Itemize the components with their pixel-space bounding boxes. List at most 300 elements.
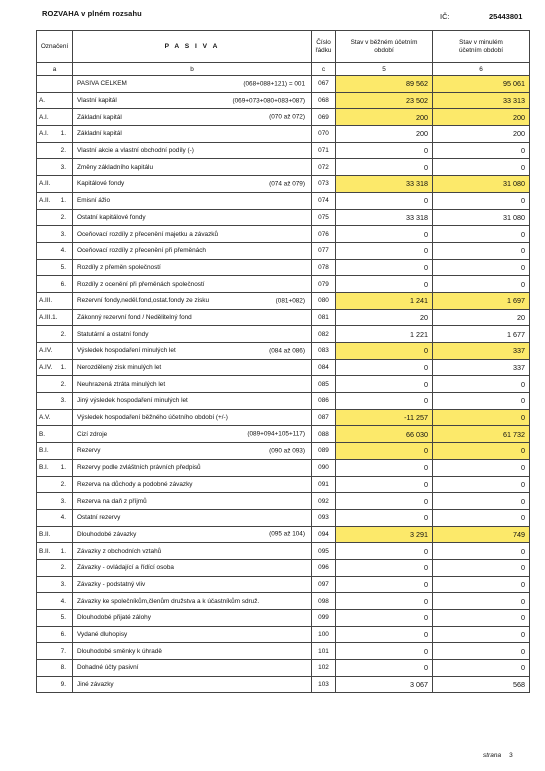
- row-mark-code: B.II.: [39, 530, 51, 538]
- row-number: 084: [312, 359, 336, 376]
- row-mark: [37, 192, 73, 209]
- table-row: [37, 343, 530, 360]
- value-previous-period: 200: [433, 109, 530, 126]
- value-current-period: 0: [336, 192, 433, 209]
- row-number: 103: [312, 676, 336, 693]
- value-current-period: 0: [336, 509, 433, 526]
- row-label-text: Cizí zdroje: [77, 430, 108, 438]
- row-label: [73, 309, 312, 326]
- table-row: [37, 142, 530, 159]
- table-header-row: [37, 31, 530, 63]
- row-range: (084 až 086): [269, 347, 305, 355]
- row-label: [73, 526, 312, 543]
- row-number: 081: [312, 309, 336, 326]
- col-letter: b: [73, 63, 312, 76]
- table-row: [37, 176, 530, 193]
- header-cislo-radku: Číslo řádku: [312, 31, 336, 63]
- value-previous-period: 0: [433, 393, 530, 410]
- value-current-period: 0: [336, 493, 433, 510]
- row-label-text: Výsledek hospodaření běžného účetního období (+/-): [77, 414, 228, 422]
- row-number: 097: [312, 576, 336, 593]
- table-row: [37, 559, 530, 576]
- value-previous-period: 31 080: [433, 209, 530, 226]
- table-row: [37, 259, 530, 276]
- value-previous-period: 0: [433, 443, 530, 460]
- row-label: [73, 292, 312, 309]
- row-label-text: Vlastní kapitál: [77, 97, 117, 105]
- table-row: [37, 92, 530, 109]
- row-number: 071: [312, 142, 336, 159]
- row-mark: [37, 426, 73, 443]
- row-mark-code: B.II.: [39, 547, 51, 555]
- row-label-text: Rozdíly z ocenění při přeměnách společností: [77, 280, 205, 288]
- value-current-period: 0: [336, 610, 433, 627]
- value-current-period: 0: [336, 626, 433, 643]
- row-mark: [37, 526, 73, 543]
- row-label-text: Jiné závazky: [77, 681, 114, 689]
- row-label: [73, 493, 312, 510]
- table-row: [37, 276, 530, 293]
- row-mark-code: B.: [39, 430, 46, 438]
- value-previous-period: 0: [433, 626, 530, 643]
- table-row: [37, 459, 530, 476]
- row-number: 085: [312, 376, 336, 393]
- row-mark-number: 2.: [60, 564, 66, 572]
- row-mark-number: 1.: [60, 364, 66, 372]
- header-minule-obdobi: Stav v minulém účetním období: [433, 31, 530, 63]
- row-range: (089+094+105+117): [247, 430, 305, 438]
- row-label-text: Dohadné účty pasivní: [77, 664, 139, 672]
- row-label: [73, 643, 312, 660]
- page-number: 3: [509, 752, 513, 759]
- row-mark-number: 6.: [60, 280, 66, 288]
- row-label: [73, 209, 312, 226]
- row-label: [73, 192, 312, 209]
- value-previous-period: 0: [433, 159, 530, 176]
- row-number: 089: [312, 443, 336, 460]
- row-number: 091: [312, 476, 336, 493]
- row-label-text: Dlouhodobé směnky k úhradě: [77, 647, 162, 655]
- row-mark-number: 5.: [60, 614, 66, 622]
- row-number: 095: [312, 543, 336, 560]
- row-label: [73, 242, 312, 259]
- value-previous-period: 0: [433, 593, 530, 610]
- row-label: [73, 276, 312, 293]
- row-number: 069: [312, 109, 336, 126]
- table-row: [37, 309, 530, 326]
- value-current-period: 1 241: [336, 292, 433, 309]
- row-mark: [37, 493, 73, 510]
- row-mark-number: 8.: [60, 664, 66, 672]
- row-mark-code: A.IV.: [39, 347, 53, 355]
- table-row: [37, 676, 530, 693]
- row-range: (074 až 079): [269, 180, 305, 188]
- row-mark-number: 9.: [60, 681, 66, 689]
- col-letter: 6: [433, 63, 530, 76]
- value-current-period: 0: [336, 142, 433, 159]
- row-label: [73, 559, 312, 576]
- row-label: [73, 326, 312, 343]
- value-previous-period: 0: [433, 376, 530, 393]
- table-row: [37, 509, 530, 526]
- page-footer: [483, 752, 513, 759]
- document-title: ROZVAHA v plném rozsahu: [42, 9, 142, 18]
- row-mark-code: B.I.: [39, 447, 49, 455]
- row-number: 074: [312, 192, 336, 209]
- row-mark: [37, 593, 73, 610]
- value-previous-period: 0: [433, 226, 530, 243]
- table-row: [37, 393, 530, 410]
- value-previous-period: 61 732: [433, 426, 530, 443]
- value-current-period: 0: [336, 559, 433, 576]
- value-previous-period: 1 677: [433, 326, 530, 343]
- value-previous-period: 749: [433, 526, 530, 543]
- value-current-period: 89 562: [336, 76, 433, 93]
- row-label: [73, 259, 312, 276]
- row-label-text: Statutární a ostatní fondy: [77, 330, 149, 338]
- row-mark: [37, 559, 73, 576]
- table-row: [37, 443, 530, 460]
- row-number: 088: [312, 426, 336, 443]
- row-mark-code: A.III.1.: [39, 313, 58, 321]
- row-label: [73, 126, 312, 143]
- value-previous-period: 33 313: [433, 92, 530, 109]
- row-mark-number: 3.: [60, 580, 66, 588]
- table-row: [37, 476, 530, 493]
- row-mark: [37, 76, 73, 93]
- table-row: [37, 576, 530, 593]
- value-current-period: 1 221: [336, 326, 433, 343]
- balance-sheet-table: [36, 30, 530, 693]
- row-label: [73, 359, 312, 376]
- row-label-text: Dlouhodobé závazky: [77, 530, 137, 538]
- row-label: [73, 409, 312, 426]
- value-current-period: 0: [336, 343, 433, 360]
- row-mark: [37, 643, 73, 660]
- row-mark: [37, 626, 73, 643]
- value-current-period: 0: [336, 643, 433, 660]
- value-previous-period: 0: [433, 259, 530, 276]
- row-mark-number: 1.: [60, 197, 66, 205]
- row-range: (070 až 072): [269, 113, 305, 121]
- col-letter: a: [37, 63, 73, 76]
- value-current-period: 23 502: [336, 92, 433, 109]
- value-previous-period: 20: [433, 309, 530, 326]
- value-previous-period: 337: [433, 359, 530, 376]
- row-number: 086: [312, 393, 336, 410]
- row-number: 072: [312, 159, 336, 176]
- row-label-text: Ostatní rezervy: [77, 514, 121, 522]
- value-previous-period: 0: [433, 660, 530, 677]
- row-mark-code: A.I.: [39, 130, 49, 138]
- value-current-period: 0: [336, 226, 433, 243]
- row-mark-code: A.II.: [39, 197, 51, 205]
- value-previous-period: 568: [433, 676, 530, 693]
- row-number: 102: [312, 660, 336, 677]
- row-mark: [37, 109, 73, 126]
- row-label-text: Základní kapitál: [77, 130, 122, 138]
- row-number: 068: [312, 92, 336, 109]
- table-row: [37, 159, 530, 176]
- value-previous-period: 0: [433, 409, 530, 426]
- row-mark: [37, 409, 73, 426]
- value-current-period: 0: [336, 242, 433, 259]
- row-mark: [37, 226, 73, 243]
- value-current-period: 3 067: [336, 676, 433, 693]
- row-mark-number: 2.: [60, 330, 66, 338]
- value-current-period: 0: [336, 376, 433, 393]
- row-label: [73, 176, 312, 193]
- table-row: [37, 626, 530, 643]
- row-mark: [37, 326, 73, 343]
- row-label: [73, 226, 312, 243]
- row-number: 080: [312, 292, 336, 309]
- row-number: 079: [312, 276, 336, 293]
- row-number: 076: [312, 226, 336, 243]
- row-number: 096: [312, 559, 336, 576]
- header-pasiva: P A S I V A: [73, 31, 312, 63]
- row-label: [73, 376, 312, 393]
- row-mark-code: A.III.: [39, 297, 53, 305]
- row-number: 083: [312, 343, 336, 360]
- row-label-text: Rezerva na důchody a podobné závazky: [77, 480, 193, 488]
- footer-label: strana: [483, 752, 502, 759]
- row-label-text: Emisní ážio: [77, 197, 111, 205]
- value-current-period: 0: [336, 476, 433, 493]
- row-number: 090: [312, 459, 336, 476]
- value-previous-period: 0: [433, 276, 530, 293]
- table-row: [37, 292, 530, 309]
- row-label-text: Závazky - ovládající a řídící osoba: [77, 564, 174, 572]
- row-number: 099: [312, 610, 336, 627]
- row-number: 098: [312, 593, 336, 610]
- value-previous-period: 0: [433, 242, 530, 259]
- row-label-text: Dlouhodobé přijaté zálohy: [77, 614, 151, 622]
- row-label-text: Oceňovací rozdíly z přecenění majetku a závazků: [77, 230, 219, 238]
- value-previous-period: 0: [433, 509, 530, 526]
- row-label: [73, 343, 312, 360]
- row-label: [73, 142, 312, 159]
- row-range: (068+088+121) = 001: [243, 80, 305, 88]
- table-body: [37, 76, 530, 693]
- value-current-period: 33 318: [336, 176, 433, 193]
- value-previous-period: 31 080: [433, 176, 530, 193]
- value-current-period: 0: [336, 593, 433, 610]
- row-mark-number: 4.: [60, 514, 66, 522]
- row-mark-number: 1.: [60, 464, 66, 472]
- value-previous-period: 0: [433, 543, 530, 560]
- table-row: [37, 526, 530, 543]
- row-number: 093: [312, 509, 336, 526]
- table-row: [37, 126, 530, 143]
- value-previous-period: 0: [433, 459, 530, 476]
- row-label: [73, 610, 312, 627]
- col-letter: c: [312, 63, 336, 76]
- row-label: [73, 443, 312, 460]
- row-mark-number: 2.: [60, 480, 66, 488]
- value-previous-period: 0: [433, 610, 530, 627]
- row-label: [73, 593, 312, 610]
- table-row: [37, 643, 530, 660]
- value-previous-period: 95 061: [433, 76, 530, 93]
- value-current-period: 3 291: [336, 526, 433, 543]
- row-mark: [37, 459, 73, 476]
- row-label-text: Kapitálové fondy: [77, 180, 125, 188]
- row-label-text: Změny základního kapitálu: [77, 163, 154, 171]
- row-label-text: Závazky ke společníkům,členům družstva a k účastníkům sdruž.: [77, 597, 260, 605]
- row-mark: [37, 126, 73, 143]
- row-label: [73, 426, 312, 443]
- value-current-period: 0: [336, 459, 433, 476]
- value-current-period: 20: [336, 309, 433, 326]
- header-bezne-obdobi: Stav v běžném účetním období: [336, 31, 433, 63]
- row-label: [73, 393, 312, 410]
- header-oznaceni: Označení: [37, 31, 73, 63]
- row-number: 094: [312, 526, 336, 543]
- row-mark: [37, 359, 73, 376]
- value-previous-period: 0: [433, 559, 530, 576]
- row-number: 070: [312, 126, 336, 143]
- table-row: [37, 376, 530, 393]
- row-label: [73, 676, 312, 693]
- value-current-period: 0: [336, 576, 433, 593]
- row-number: 078: [312, 259, 336, 276]
- row-mark: [37, 393, 73, 410]
- row-mark-code: A.V.: [39, 414, 51, 422]
- row-mark-number: 2.: [60, 213, 66, 221]
- row-number: 075: [312, 209, 336, 226]
- row-number: 082: [312, 326, 336, 343]
- row-mark-code: A.: [39, 97, 46, 105]
- row-label-text: Rezervy podle zvláštních právních předpisů: [77, 464, 201, 472]
- row-label-text: Rezervy: [77, 447, 101, 455]
- row-label-text: Nerozdělený zisk minulých let: [77, 364, 162, 372]
- row-mark: [37, 476, 73, 493]
- row-number: 073: [312, 176, 336, 193]
- value-previous-period: 1 697: [433, 292, 530, 309]
- row-label: [73, 76, 312, 93]
- value-current-period: 0: [336, 393, 433, 410]
- value-current-period: 66 030: [336, 426, 433, 443]
- value-current-period: 200: [336, 109, 433, 126]
- row-mark-number: 7.: [60, 647, 66, 655]
- table-row: [37, 426, 530, 443]
- row-label-text: Závazky z obchodních vztahů: [77, 547, 162, 555]
- row-mark: [37, 92, 73, 109]
- row-mark: [37, 576, 73, 593]
- row-range: (095 až 104): [269, 530, 305, 538]
- value-previous-period: 200: [433, 126, 530, 143]
- row-number: 087: [312, 409, 336, 426]
- row-mark-code: B.I.: [39, 464, 49, 472]
- table-row: [37, 209, 530, 226]
- row-mark-number: 6.: [60, 631, 66, 639]
- table-row: [37, 109, 530, 126]
- row-label-text: Zákonný rezervní fond / Nedělitelný fond: [77, 313, 192, 321]
- row-range: (081+082): [275, 297, 305, 305]
- ic-value: 25443801: [489, 12, 523, 21]
- ic-label: IČ:: [440, 12, 450, 21]
- row-label: [73, 660, 312, 677]
- row-label-text: Rezervní fondy,neděl.fond,ostat.fondy ze zisku: [77, 297, 210, 305]
- row-mark: [37, 610, 73, 627]
- row-label-text: Ostatní kapitálové fondy: [77, 213, 146, 221]
- value-current-period: 33 318: [336, 209, 433, 226]
- row-label-text: Neuhrazená ztráta minulých let: [77, 380, 166, 388]
- row-mark: [37, 159, 73, 176]
- row-label-text: Závazky - podstatný vliv: [77, 580, 146, 588]
- value-previous-period: 337: [433, 343, 530, 360]
- value-current-period: 0: [336, 159, 433, 176]
- value-current-period: 0: [336, 359, 433, 376]
- table-row: [37, 593, 530, 610]
- row-mark-code: A.I.: [39, 113, 49, 121]
- row-mark-number: 4.: [60, 247, 66, 255]
- row-mark: [37, 142, 73, 159]
- row-mark: [37, 209, 73, 226]
- row-mark: [37, 276, 73, 293]
- table-row: [37, 192, 530, 209]
- row-number: 092: [312, 493, 336, 510]
- row-number: 077: [312, 242, 336, 259]
- row-label-text: Vlastní akcie a vlastní obchodní podíly (-): [77, 147, 194, 155]
- row-mark-number: 2.: [60, 380, 66, 388]
- row-label: [73, 576, 312, 593]
- row-number: 100: [312, 626, 336, 643]
- row-label: [73, 509, 312, 526]
- row-mark: [37, 376, 73, 393]
- row-mark-number: 3.: [60, 397, 66, 405]
- row-label-text: Rezerva na daň z příjmů: [77, 497, 147, 505]
- table-row: [37, 226, 530, 243]
- row-mark-number: 1.: [60, 130, 66, 138]
- table-row: [37, 359, 530, 376]
- row-mark: [37, 259, 73, 276]
- value-current-period: 0: [336, 259, 433, 276]
- row-label-text: Vydané dluhopisy: [77, 631, 128, 639]
- value-current-period: 0: [336, 543, 433, 560]
- col-letter: 5: [336, 63, 433, 76]
- row-mark-number: 2.: [60, 147, 66, 155]
- row-label-text: Základní kapitál: [77, 113, 122, 121]
- value-previous-period: 0: [433, 493, 530, 510]
- row-mark: [37, 660, 73, 677]
- row-mark-code: A.II.: [39, 180, 51, 188]
- row-mark-number: 3.: [60, 230, 66, 238]
- table-row: [37, 76, 530, 93]
- value-previous-period: 0: [433, 192, 530, 209]
- row-mark: [37, 176, 73, 193]
- table-row: [37, 409, 530, 426]
- row-label: [73, 109, 312, 126]
- row-label-text: PASIVA CELKEM: [77, 80, 127, 88]
- value-current-period: 0: [336, 443, 433, 460]
- table-row: [37, 493, 530, 510]
- row-label-text: Jiný výsledek hospodaření minulých let: [77, 397, 188, 405]
- value-current-period: -11 257: [336, 409, 433, 426]
- value-current-period: 0: [336, 276, 433, 293]
- row-label: [73, 476, 312, 493]
- row-mark: [37, 509, 73, 526]
- row-mark: [37, 309, 73, 326]
- value-current-period: 200: [336, 126, 433, 143]
- table-row: [37, 543, 530, 560]
- row-label: [73, 92, 312, 109]
- row-label-text: Rozdíly z přeměn společností: [77, 263, 161, 271]
- row-mark: [37, 242, 73, 259]
- value-current-period: 0: [336, 660, 433, 677]
- row-range: (069+073+080+083+087): [232, 97, 305, 105]
